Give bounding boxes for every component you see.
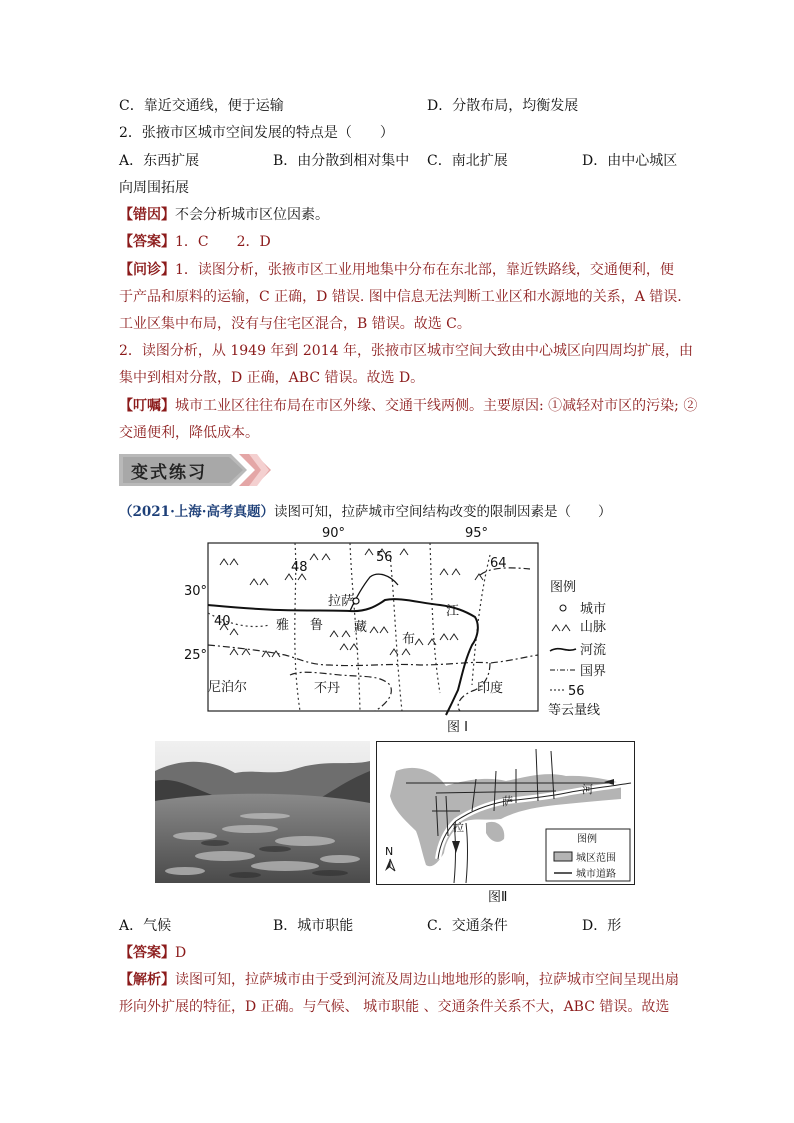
- answer-1: [119, 232, 271, 252]
- error-cause-text: 不会分析城市区位因素。: [175, 207, 329, 223]
- isoline-label-56: 56: [376, 550, 393, 565]
- answer-1-text: 1．C 2．D: [175, 234, 271, 250]
- map-2-caption: 图Ⅱ: [488, 890, 508, 905]
- q3-stem-text: 读图可知，拉萨城市空间结构改变的限制因素是（ ）: [273, 504, 612, 520]
- section-banner: [119, 452, 269, 488]
- map-2-legend-title: 图例: [577, 834, 597, 845]
- q3-option-d: D．形: [582, 918, 622, 934]
- isoline-label-48: 48: [291, 560, 308, 575]
- analysis-text-1: 读图可知，拉萨城市由于受到河流及周边山地地形的影响，拉萨城市空间呈现出扇: [175, 972, 679, 988]
- legend-isoline: 等云量线: [548, 703, 601, 718]
- analysis-line-1: [119, 970, 679, 990]
- q1-option-c: C．靠近交通线，便于运输: [119, 98, 284, 114]
- map-2-label-la: 拉: [453, 821, 464, 834]
- label-lhasa: 拉萨: [328, 594, 355, 609]
- diagnosis-line-1: [119, 260, 674, 280]
- q2-option-b: B．由分散到相对集中: [273, 153, 410, 169]
- answer-2-tag: 【答案】: [119, 945, 175, 961]
- legend-urban: 城区范围: [576, 853, 616, 864]
- q2-option-c: C．南北扩展: [427, 153, 508, 169]
- answer-2-text: D: [175, 945, 187, 961]
- lhasa-valley-photo: [155, 741, 370, 883]
- label-bu: 布: [402, 632, 416, 647]
- legend-urban-symbol: [554, 852, 572, 861]
- error-cause: [119, 205, 329, 225]
- label-jiang: 江: [446, 604, 460, 619]
- diagnosis-tag: 【问诊】: [119, 262, 175, 278]
- legend-title: 图例: [550, 580, 577, 595]
- analysis-line-2: 形向外扩展的特征，D 正确。与气候、 城市职能 、交通条件关系不大，ABC 错误。故选: [119, 999, 670, 1015]
- label-lu: 鲁: [310, 618, 324, 633]
- label-bhutan: 不丹: [314, 681, 341, 696]
- legend-isoline-value: 56: [568, 684, 585, 699]
- legend-road: 城市道路: [576, 869, 616, 880]
- diagnosis-line-5: 集中到相对分散，D 正确，ABC 错误。故选 D。: [119, 370, 425, 386]
- analysis-tag: 【解析】: [119, 972, 175, 988]
- answer-2: [119, 943, 186, 963]
- reminder-tag: 【叮嘱】: [119, 398, 175, 414]
- map-1: [184, 525, 630, 720]
- label-ya: 雅: [276, 618, 290, 633]
- q3-source: （2021·上海·高考真题）: [119, 504, 274, 520]
- reminder-text-1: 城市工业区往往布局在市区外缘、交通干线两侧。主要原因: ①减轻对市区的污染; ②: [175, 398, 698, 414]
- section-title: 变式练习: [131, 463, 207, 483]
- map-2: [376, 741, 635, 885]
- legend-mountain-symbol: [552, 625, 570, 631]
- north-label: N: [385, 845, 394, 858]
- q3-stem: [119, 502, 611, 522]
- legend-city-symbol: [560, 605, 566, 611]
- reminder-line-2: 交通便利，降低成本。: [119, 425, 259, 441]
- legend-city: 城市: [580, 602, 607, 617]
- q3-option-a: A．气候: [119, 918, 172, 934]
- legend-river: 河流: [580, 643, 607, 658]
- isoline-label-64: 64: [490, 556, 507, 571]
- map-1-legend: [548, 580, 606, 718]
- label-zang: 藏: [354, 620, 368, 635]
- map-2-label-sa: 萨: [502, 795, 513, 808]
- answer-1-tag: 【答案】: [119, 234, 175, 250]
- q2-option-d-continued: 向周围拓展: [119, 180, 189, 196]
- lon-95: 95°: [465, 526, 489, 541]
- q2-option-d: D．由中心城区: [582, 153, 678, 169]
- legend-mountain: 山脉: [580, 620, 607, 635]
- diagnosis-line-2: 于产品和原料的运输，C 正确，D 错误. 图中信息无法判断工业区和水源地的关系，A 错误.: [119, 289, 682, 305]
- map-2-label-he: 河: [582, 783, 593, 796]
- lat-30: 30°: [184, 584, 208, 599]
- q2-stem: 2．张掖市区城市空间发展的特点是（ ）: [119, 125, 394, 141]
- isoline-label-40: 40: [214, 614, 231, 629]
- legend-river-symbol: [550, 649, 576, 651]
- q3-option-b: B．城市职能: [273, 918, 354, 934]
- diagnosis-line-3: 工业区集中布局，没有与住宅区混合，B 错误。故选 C。: [119, 316, 471, 332]
- lat-25: 25°: [184, 648, 208, 663]
- label-nepal: 尼泊尔: [208, 680, 248, 695]
- map-1-caption: 图 I: [447, 720, 468, 735]
- diagnosis-text-1: 1．读图分析，张掖市区工业用地集中分布在东北部，靠近铁路线，交通便利，便: [175, 262, 674, 278]
- q1-option-d: D．分散布局，均衡发展: [427, 98, 579, 114]
- q2-option-a: A．东西扩展: [119, 153, 200, 169]
- q3-option-c: C．交通条件: [427, 918, 508, 934]
- legend-border: 国界: [580, 664, 607, 679]
- diagnosis-line-4: 2．读图分析，从 1949 年到 2014 年，张掖市区城市空间大致由中心城区向四周均扩展，由: [119, 343, 693, 359]
- reminder-line-1: [119, 396, 697, 416]
- error-cause-tag: 【错因】: [119, 207, 175, 223]
- label-india: 印度: [477, 681, 504, 696]
- lon-90: 90°: [322, 526, 346, 541]
